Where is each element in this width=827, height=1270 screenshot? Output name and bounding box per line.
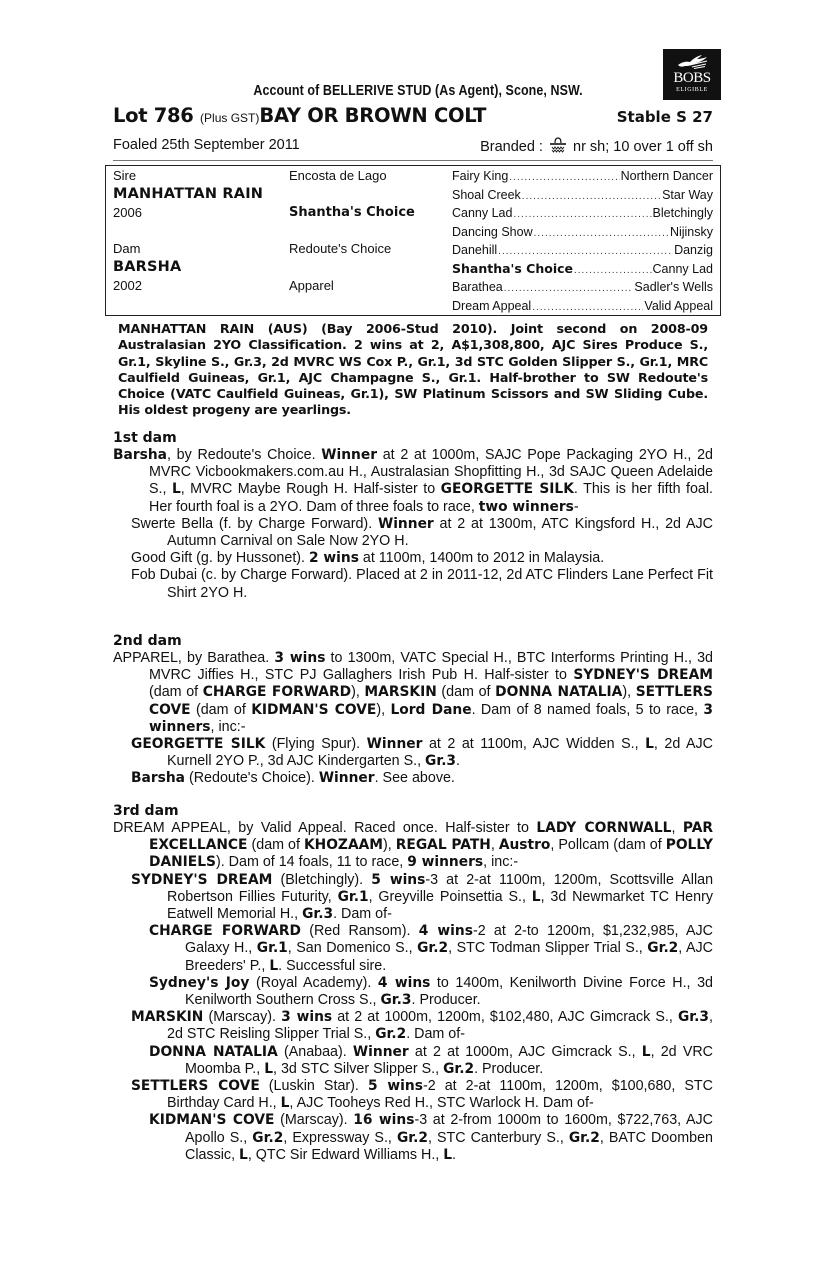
section-1st-dam [113, 430, 713, 602]
grandparent-row: Dancing Show ..... Nijinsky [452, 223, 713, 244]
dam-year: 2002 [113, 278, 142, 293]
sire-name: MANHATTAN RAIN [113, 186, 264, 202]
section-heading: 1st dam [113, 430, 177, 446]
pedigree-entry: GEORGETTE SILK (Flying Spur). Winner at 2 at 1100m, AJC Widden S., L, 2d AJC Kurnell 2YO P., 3d AJC Kindergarten S., Gr.3. [131, 736, 713, 770]
section-heading: 3rd dam [113, 803, 179, 819]
grandparent-row: Fairy King ..... Northern Dancer [452, 167, 713, 188]
foaled-date: Foaled 25th September 2011 [113, 137, 300, 153]
sire-role-label: Sire [113, 168, 137, 183]
grandparent-row: Canny Lad ..... Bletchingly [452, 204, 713, 225]
pedigree-entry: MARSKIN (Marscay). 3 wins at 2 at 1000m, 1200m, $102,480, AJC Gimcrack S., Gr.3, 2d STC Reisling Slipper Trial S., Gr.2. Dam of- [131, 1009, 713, 1043]
grandparent-row: Shantha's Choice ..... Canny Lad [452, 260, 713, 281]
vendor-account: Account of BELLERIVE STUD (As Agent), Scone, NSW. [253, 83, 583, 99]
pedigree-entry: Barsha, by Redoute's Choice. Winner at 2 at 1000m, SAJC Pope Packaging 2YO H., 2d MVRC Vicbookmakers.com.au H., Australasian Shopfitting H., 3d SAJC Queen Adelaide S., L, MVRC Maybe Rough H. Half-sister to GEORGETTE SILK. This is her fifth foal. Her fourth foal is a 2YO. Dam of three foals to race, two winners- [113, 447, 714, 515]
bobs-horse-icon [676, 53, 708, 70]
brand-mark-icon [549, 136, 567, 159]
pedigree-entry: KIDMAN'S COVE (Marscay). 16 wins-3 at 2-from 1000m to 1600m, $722,763, AJC Apollo S., Gr.2, Expressway S., Gr.2, STC Canterbury S., Gr.2, BATC Doomben Classic, L, QTC Sir Edward Williams H., L. [149, 1112, 713, 1163]
dam-dam: Apparel [289, 278, 334, 293]
branded-label: Branded : [480, 139, 543, 155]
section-entries [113, 447, 713, 602]
pedigree-entry: SYDNEY'S DREAM (Bletchingly). 5 wins-3 at 2-at 1100m, 1200m, Scottsville Allan Robertson Fillies Futurity, Gr.1, Greyville Poinsettia S., L, 3d Newmarket TC Henry Eatwell Memorial H., Gr.3. Dam of- [131, 871, 714, 923]
sire-dam: Shantha's Choice [289, 205, 415, 220]
section-entries [113, 820, 713, 1164]
logo-title: BOBS [673, 70, 711, 86]
pedigree-entry: Sydney's Joy (Royal Academy). 4 wins to 1400m, Kenilworth Divine Force H., 3d Kenilworth Southern Cross S., Gr.3. Producer. [149, 974, 713, 1009]
stable-number: Stable S 27 [616, 108, 713, 126]
logo-subtitle: ELIGIBLE [676, 87, 708, 93]
pedigree-entry: Fob Dubai (c. by Charge Forward). Placed at 2 in 2011-12, 2d ATC Flinders Lane Perfect Fit Shirt 2YO H. [131, 567, 713, 601]
branded-value: nr sh; 10 over 1 off sh [573, 139, 713, 155]
lot-title [113, 103, 486, 131]
section-heading: 2nd dam [113, 633, 182, 649]
pedigree-entry: DREAM APPEAL, by Valid Appeal. Raced once. Half-sister to LADY CORNWALL, PAR EXCELLANCE (dam of KHOZAAM), REGAL PATH, Austro, Pollcam (dam of POLLY DANIELS). Dam of 14 foals, 11 to race, 9 winners, inc:- [113, 820, 713, 871]
pedigree-entry: Barsha (Redoute's Choice). Winner. See above. [131, 770, 455, 787]
dam-sire: Redoute's Choice [289, 241, 392, 256]
lot-description: BAY OR BROWN COLT [259, 104, 487, 127]
pedigree-entry: APPAREL, by Barathea. 3 wins to 1300m, VATC Special H., BTC Interforms Printing H., 3d MVRC Jiffies H., STC PJ Gallaghers Irish Pub H. Half-sister to SYDNEY'S DREAM (dam of CHARGE FORWARD), MARSKIN (dam of DONNA NATALIA), SETTLERS COVE (dam of KIDMAN'S COVE), Lord Dane. Dam of 8 named foals, 5 to race, 3 winners, inc:- [113, 650, 714, 735]
plus-gst-note: (Plus GST) [200, 111, 260, 125]
pedigree-entry: DONNA NATALIA (Anabaa). Winner at 2 at 1000m, AJC Gimcrack S., L, 2d VRC Moomba P., L, 3d STC Silver Slipper S., Gr.2. Producer. [149, 1043, 714, 1077]
pedigree-entry: Swerte Bella (f. by Charge Forward). Winner at 2 at 1300m, ATC Kingsford H., 2d AJC Autumn Carnival on Sale Now 2YO H. [131, 515, 713, 550]
dam-name: BARSHA [113, 259, 182, 275]
section-2nd-dam [113, 633, 713, 788]
grandparent-row: Danehill ..... Danzig [452, 241, 713, 262]
section-3rd-dam [113, 803, 713, 1164]
grandparent-row: Shoal Creek ..... Star Way [452, 186, 713, 207]
pedigree-table [105, 165, 721, 316]
sire-sire: Encosta de Lago [289, 168, 387, 183]
lot-number: Lot 786 [113, 104, 194, 127]
branded-info [480, 136, 713, 159]
pedigree-entry: Good Gift (g. by Hussonet). 2 wins at 1100m, 1400m to 2012 in Malaysia. [131, 550, 605, 567]
sire-year: 2006 [113, 205, 142, 220]
pedigree-entry: CHARGE FORWARD (Red Ransom). 4 wins-2 at 2-to 1200m, $1,232,985, AJC Galaxy H., Gr.1, San Domenico S., Gr.2, STC Todman Slipper Trial S., Gr.2, AJC Breeders' P., L. Successful sire. [149, 923, 713, 974]
sire-summary: MANHATTAN RAIN (AUS) (Bay 2006-Stud 2010). Joint second on 2008-09 Australasian 2YO Classification. 2 wins at 2, A$1,308,800, AJC Sires Produce S., Gr.1, Skyline S., Gr.3, 2d MVRC WS Cox P., Gr.1, 3d STC Golden Slipper S., Gr.1, MRC Caulfield Guineas, Gr.1, AJC Champagne S., Gr.1. Half-brother to SW Redoute's Choice (VATC Caulfield Guineas, Gr.1), SW Platinum Scissors and SW Sliding Cube. His oldest progeny are yearlings. [118, 321, 708, 418]
section-entries [113, 650, 713, 788]
dam-role-label: Dam [113, 241, 141, 256]
lot-header [113, 103, 713, 129]
grandparent-row: Dream Appeal ..... Valid Appeal [452, 297, 713, 318]
header-divider [113, 160, 713, 161]
pedigree-entry: SETTLERS COVE (Luskin Star). 5 wins-2 at 2-at 1100m, 1200m, $100,680, STC Birthday Card H., L, AJC Tooheys Red H., STC Warlock H. Dam of- [131, 1078, 713, 1112]
grandparent-row: Barathea ..... Sadler's Wells [452, 278, 713, 299]
